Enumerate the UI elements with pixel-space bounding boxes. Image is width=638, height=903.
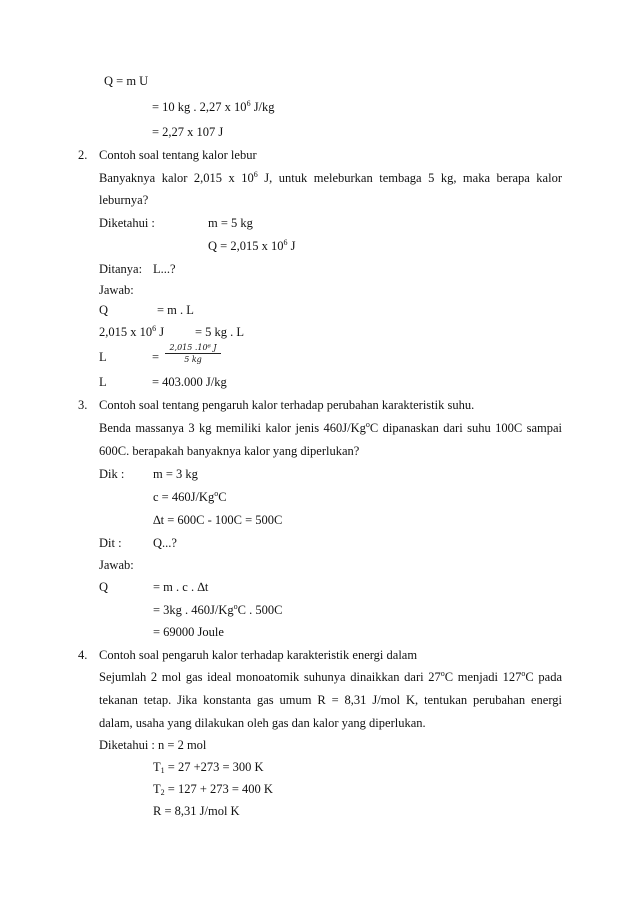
section-3-eq1-right: = m . c . ∆t: [153, 580, 209, 594]
section-3-problem-line-2: 600C. berapakah banyaknya kalor yang diperlukan?: [99, 444, 360, 458]
section-3-problem-line-1: Benda massanya 3 kg memiliki kalor jenis 460J/Kg$^o$C dipanaskan dari suhu 100C sampai: [99, 420, 562, 435]
section-3-dt-value: ∆t = 600C - 100C = 500C: [153, 513, 283, 527]
section-3-eq1-left: Q: [99, 580, 109, 594]
section-2-eq2-right: = 5 kg . L: [195, 325, 245, 339]
section-3-c-value: $c = 460J/Kg^oC$: [153, 489, 227, 504]
section-3-heading: Contoh soal tentang pengaruh kalor terhadap perubahan karakteristik suhu.: [99, 398, 475, 412]
section-3-dit-label: Dit :: [99, 536, 122, 550]
section-2-eq3-equals: =: [152, 350, 160, 364]
section-2-problem-line-2: leburnya?: [99, 193, 149, 207]
section-2-eq4-right: = 403.000 J/kg: [152, 375, 227, 389]
section-2-eq1-right: = m . L: [157, 303, 194, 317]
section-2-m-value: m = 5 kg: [208, 216, 253, 230]
section-4-r-value: R = 8,31 J/mol K: [153, 804, 240, 818]
fraction-numerator: 2,015 .10⁶ J: [169, 343, 217, 352]
section-2-heading: Contoh soal tentang kalor lebur: [99, 148, 257, 162]
q-step-2: = 2,27 x 107 J: [152, 125, 224, 139]
section-3-eq3: = 69000 Joule: [153, 625, 224, 639]
section-4-t1: $T_1 = 27 +273 = 300$ K: [153, 760, 264, 775]
section-2-problem-line-1: Banyaknya kalor 2,015 x $10^6$ J, untuk meleburkan tembaga 5 kg, maka berapa kalor: [99, 170, 562, 185]
section-2-number: 2.: [78, 148, 88, 162]
section-4-paragraph-line-3: dalam, usaha yang dilakukan oleh gas dan kalor yang diperlukan.: [99, 716, 426, 730]
section-2-eq1-left: Q: [99, 303, 109, 317]
section-2-jawab-label: Jawab:: [99, 283, 134, 297]
section-4-paragraph-line-1: Sejumlah 2 mol gas ideal monoatomik suhunya dinaikkan dari 27$^o$C menjadi 127$^o$C pada: [99, 669, 563, 684]
section-3-eq2: = 3kg . 460J/Kg$^o$C . 500C: [153, 602, 283, 617]
q-step-1: = 10 kg . 2,27 x $10^6$ J/kg: [152, 99, 275, 114]
section-4-t2: $T_2 = 127 + 273 = 400$ K: [153, 782, 273, 797]
fraction-denominator: 5 kg: [184, 355, 202, 364]
fraction-bar: [165, 353, 221, 354]
section-4-diketahui: Diketahui : n = 2 mol: [99, 738, 207, 752]
section-2-eq3-left: L: [99, 350, 107, 364]
section-3-m-value: m = 3 kg: [153, 467, 198, 481]
section-2-eq4-left: L: [99, 375, 107, 389]
section-3-jawab-label: Jawab:: [99, 558, 134, 572]
section-3-number: 3.: [78, 398, 88, 412]
section-2-fraction: [165, 343, 221, 364]
section-2-q-value: Q = 2,015 x $10^6$ J: [208, 238, 296, 253]
section-3-dik-label: Dik :: [99, 467, 125, 481]
section-2-ditanya-label: Ditanya:: [99, 262, 143, 276]
section-4-number: 4.: [78, 648, 88, 662]
section-2-ditanya-value: L...?: [153, 262, 176, 276]
section-2-eq2-left: 2,015 x $10^6$ J: [99, 324, 165, 339]
section-4-paragraph-line-2: tekanan tetap. Jika konstanta gas umum R = 8,31 J/mol K, tentukan perubahan energi: [99, 693, 562, 707]
q-formula: Q = m U: [104, 74, 149, 88]
section-3-dit-value: Q...?: [153, 536, 177, 550]
section-2-diketahui-label: Diketahui :: [99, 216, 155, 230]
section-4-heading: Contoh soal pengaruh kalor terhadap karakteristik energi dalam: [99, 648, 418, 662]
